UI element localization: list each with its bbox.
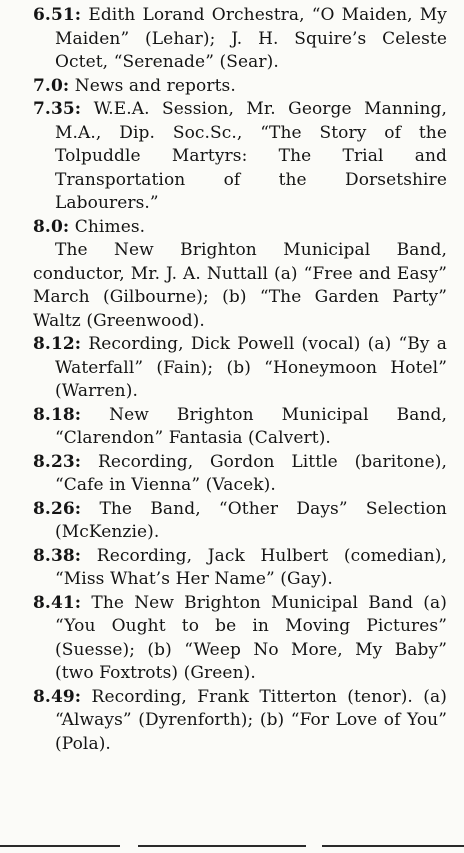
rule-divider [138,845,306,847]
programme-entry-800-band [33,239,447,333]
entry-text: News and reports. [74,75,236,96]
programme-entry-849 [33,686,447,757]
entry-text: Edith Lorand Orchestra, “O Maiden, My Maiden” (Lehar); J. H. Squire’s Celeste Octet, “Serenade” (Sear). [55,5,447,72]
entry-text: Recording, Dick Powell (vocal) (a) “By a Waterfall” (Fain); (b) “Honeymoon Hotel” (Warren). [55,334,447,401]
entry-time: 6.51: [33,5,82,25]
entry-time: 8.18: [33,404,82,425]
entry-time: 8.38: [33,545,82,566]
programme-entry-818 [33,404,447,451]
column-rules [0,845,464,848]
entry-text: Chimes. [74,216,146,237]
entry-time: 7.35: [33,99,82,119]
programme-entry-812 [33,333,447,404]
entry-text: Recording, Frank Titterton (tenor). (a) “Always” (Dyrenforth); (b) “For Love of You” (Pola). [55,686,447,754]
entry-text: The New Brighton Municipal Band, conductor, Mr. J. A. Nuttall (a) “Free and Easy” March (Gilbourne); (b) “The Garden Party” Waltz (Greenwood). [33,240,447,331]
entry-time: 8.49: [33,686,82,707]
programme-entry-826 [33,498,447,545]
entry-text: W.E.A. Session, Mr. George Manning, M.A., Dip. Soc.Sc., “The Story of the Tolpuddle Martyrs: The Trial and Transportation of the Dorsetshire Labourers.” [55,99,447,213]
entry-text: Recording, Gordon Little (baritone), “Cafe in Vienna” (Vacek). [55,451,447,495]
entry-time: 8.0: [33,216,70,237]
programme-entry-700 [33,75,447,99]
entry-text: The New Brighton Municipal Band (a) “You Ought to be in Moving Pictures” (Suesse); (b) “Weep No More, My Baby” (two Foxtrots) (Green). [55,592,447,683]
programme-entry-823 [33,451,447,498]
programme-entry-800 [33,216,447,240]
programme-entry-841 [33,592,447,686]
entry-text: The Band, “Other Days” Selection (McKenzie). [55,498,447,542]
entry-time: 8.26: [33,498,82,519]
rule-divider [0,845,120,847]
entry-time: 8.23: [33,451,82,472]
programme-entry-651 [33,4,447,75]
programme-entry-838 [33,545,447,592]
programme-entry-735 [33,98,447,216]
entry-time: 8.41: [33,592,82,613]
entry-time: 7.0: [33,75,70,96]
entry-text: New Brighton Municipal Band, “Clarendon” Fantasia (Calvert). [55,404,447,448]
radio-programme-column [33,4,447,756]
entry-time: 8.12: [33,334,82,354]
rule-divider [322,845,464,847]
entry-text: Recording, Jack Hulbert (comedian), “Miss What’s Her Name” (Gay). [55,545,447,589]
